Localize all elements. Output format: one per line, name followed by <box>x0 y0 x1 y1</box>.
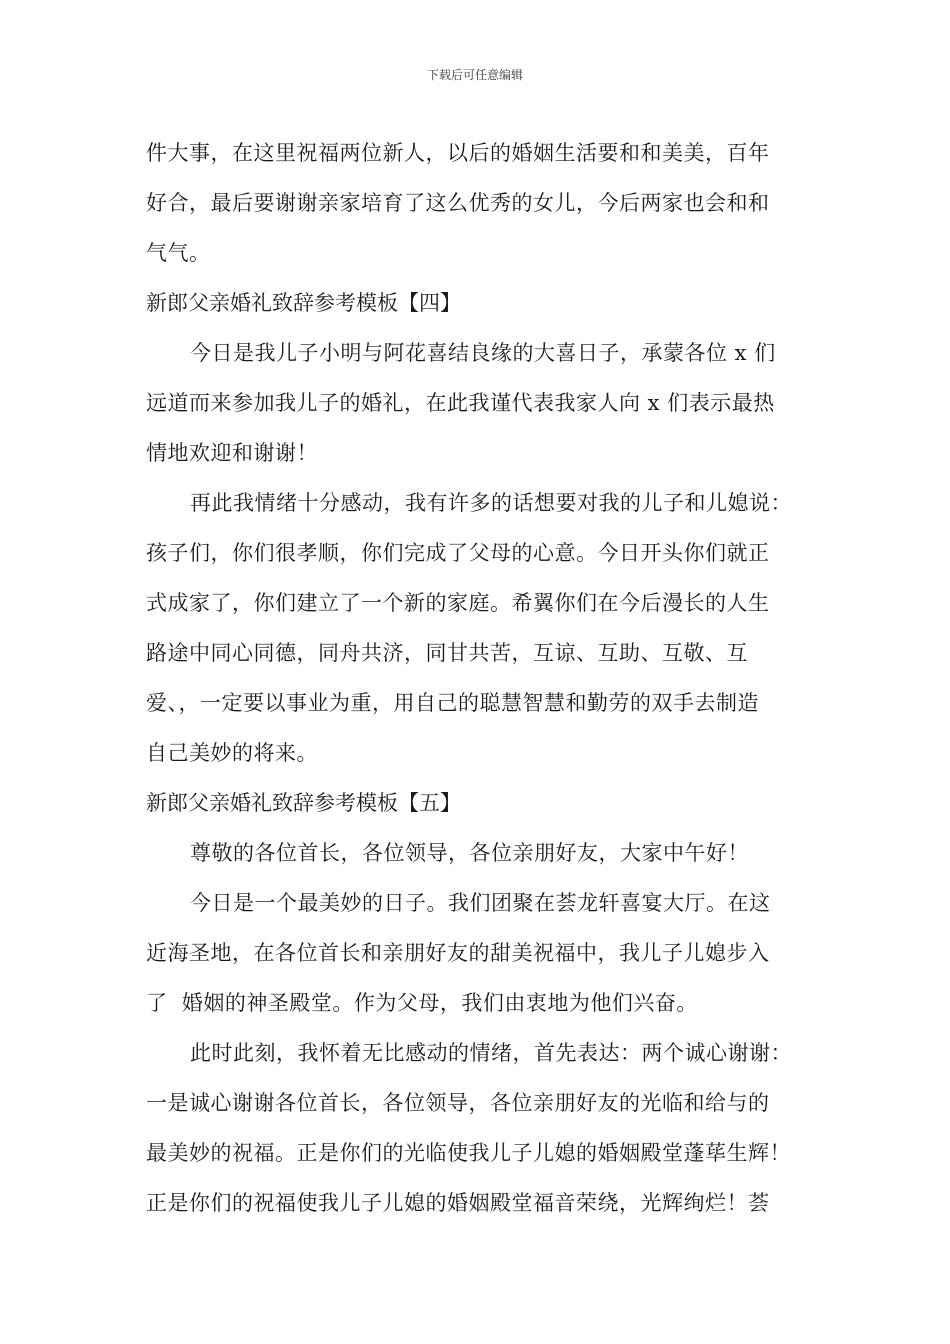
section-heading-five: 新郎父亲婚礼致辞参考模板【五】 <box>146 791 461 815</box>
text-line: 远道而来参加我儿子的婚礼，在此我谨代表我家人向 x 们表示最热 <box>146 391 775 415</box>
text-line: 尊敬的各位首长，各位领导，各位亲朋好友，大家中午好！ <box>190 841 749 865</box>
text-line: 式成家了，你们建立了一个新的家庭。希翼你们在今后漫长的人生 <box>146 591 770 615</box>
text-line: 爱、，一定要以事业为重，用自己的聪慧智慧和勤劳的双手去制造 <box>146 691 759 715</box>
page-header: 下载后可任意编辑 <box>426 68 523 82</box>
text-line: 再此我情绪十分感动，我有许多的话想要对我的儿子和儿媳说： <box>190 491 792 515</box>
text-line: 好合，最后要谢谢亲家培育了这么优秀的女儿，今后两家也会和和 <box>146 191 770 215</box>
text-line: 自己美妙的将来。 <box>146 741 318 765</box>
document-body <box>146 128 806 1228</box>
continuation-paragraph <box>146 128 806 278</box>
text-line: 近海圣地，在各位首长和亲朋好友的甜美祝福中，我儿子儿媳步入 <box>146 941 770 965</box>
text-line: 情地欢迎和谢谢！ <box>146 441 318 465</box>
paragraph <box>146 828 806 878</box>
text-line: 一是诚心谢谢各位首长，各位领导，各位亲朋好友的光临和给与的 <box>146 1091 770 1115</box>
section-heading-four: 新郎父亲婚礼致辞参考模板【四】 <box>146 291 461 315</box>
paragraph <box>146 1028 806 1228</box>
text-line: 正是你们的祝福使我儿子儿媳的婚姻殿堂福音荣绕，光辉绚烂！荟 <box>146 1191 770 1215</box>
text-line: 今日是一个最美妙的日子。我们团聚在荟龙轩喜宴大厅。在这 <box>190 891 771 915</box>
text-line: 气气。 <box>146 241 211 265</box>
text-line: 了 婚姻的神圣殿堂。作为父母，我们由衷地为他们兴奋。 <box>146 991 698 1015</box>
paragraph <box>146 878 806 1028</box>
text-line: 孩子们，你们很孝顺，你们完成了父母的心意。今日开头你们就正 <box>146 541 770 565</box>
text-line: 件大事，在这里祝福两位新人，以后的婚姻生活要和和美美，百年 <box>146 141 770 165</box>
paragraph <box>146 328 806 478</box>
text-line: 此时此刻，我怀着无比感动的情绪，首先表达：两个诚心谢谢： <box>190 1041 792 1065</box>
text-line: 今日是我儿子小明与阿花喜结良缘的大喜日子，承蒙各位 x 们 <box>190 341 776 365</box>
text-line: 路途中同心同德，同舟共济，同甘共苦，互谅、互助、互敬、互 <box>146 641 748 665</box>
text-line: 最美妙的祝福。正是你们的光临使我儿子儿媳的婚姻殿堂蓬荜生辉！ <box>146 1141 791 1165</box>
paragraph <box>146 478 806 778</box>
